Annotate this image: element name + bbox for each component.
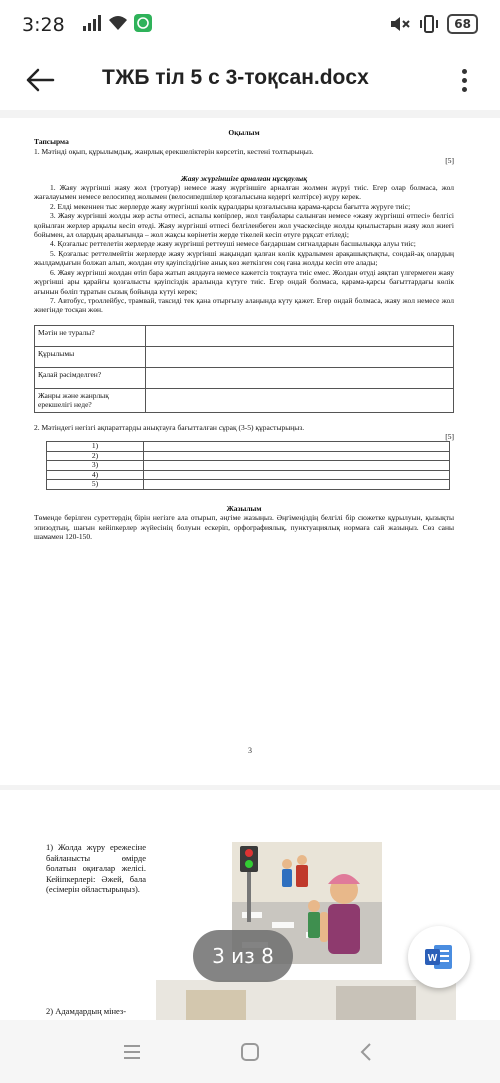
task-2-text: 2. Мәтіндегі негізгі ақпараттарды анықтауға бағытталған сұрақ (3-5) құрастырыңыз. [34, 422, 305, 432]
table-row [35, 346, 454, 367]
table-row [35, 325, 454, 346]
signal-bars-icon [82, 15, 102, 31]
status-right-icons [389, 14, 478, 34]
task-2-score: [5] [445, 431, 454, 441]
table-cell-empty [144, 461, 450, 471]
table-row [35, 388, 454, 412]
vibrate-icon [419, 15, 439, 33]
status-left-icons [82, 14, 152, 32]
table-cell-empty [144, 451, 450, 461]
paragraph: 5. Қозғалыс реттелмейтін жерлерде жаяу жүргінші жақындап қалған көлік құралымен арақашықтықты, сондай-ақ олардың жылдамдығын болжап алып, жолдан өту қауіпсіздігіне анық көз жеткізген соң ғана жолды кесіп өте алады; [34, 248, 454, 268]
status-bar [0, 0, 500, 50]
document-page-4 [0, 790, 500, 1020]
task-1-score: [5] [445, 156, 454, 166]
table-cell-empty [146, 388, 454, 412]
text-title: Жаяу жүргіншіге арналған нұсқаулық [180, 173, 308, 183]
table-row [47, 461, 450, 471]
nav-home-button[interactable] [238, 1040, 262, 1064]
table-cell-empty [146, 346, 454, 367]
table-cell-empty [144, 442, 450, 452]
nav-home-icon [240, 1042, 260, 1062]
nav-back-button[interactable] [354, 1040, 378, 1064]
table-cell-empty [146, 367, 454, 388]
second-illustration-partial [156, 980, 456, 1020]
table-row [35, 367, 454, 388]
word-app-icon [424, 943, 454, 971]
paragraph: 7. Автобус, троллейбус, трамвай, таксиді тек қана отырғызу алаңында күту қажет. Егер ондай болмаса, жаяу жол немесе жол жиегінде тосқан жөн. [34, 295, 454, 315]
question-number: 1) [47, 442, 144, 452]
back-arrow-icon [25, 68, 55, 92]
table-row [47, 470, 450, 480]
question-number: 2) [47, 451, 144, 461]
status-time: 3:28 [22, 14, 65, 36]
table-cell-label: Құрылымы [35, 346, 146, 367]
nav-menu-icon [122, 1043, 142, 1061]
paragraph: 1. Жаяу жүргінші жаяу жол (тротуар) немесе жаяу жүргіншіге арналған жолмен жүруі тиіс. Егер олар болмаса, жол жағалауымен немесе велосипед жолымен (велосипедшілер қозғалысына кедергі келтірсе) жүру керек. [34, 183, 454, 202]
picture-task-1-text: 1) Жолда жүру ережесіне байланысты өмірде болатын оқиғалар желісі. Кейіпкерлері: Әжей, бала (есімерін ойластырыңыз). [46, 842, 146, 894]
table-cell-label: Қалай рәсімделген? [35, 367, 146, 388]
table-row [47, 451, 450, 461]
writing-task-text: Төменде берілген суреттердің бірін негізге ала отырып, әңгіме жазыңыз. Әңгімеңіздің белгілі бір сюжетке құрылуын, қызықты эпизодтың, шағын кейіпкерлер жүйесінің болуын ескеріп, орфографиялық, пунктуациялық нормаға сай жазыңыз. Сөз саны шамамен 120-150. [34, 513, 454, 542]
picture-task-2-text: 2) Адамдардың мінез- [46, 1006, 127, 1016]
whatsapp-icon [134, 14, 152, 32]
paragraph: 6. Жаяу жүргінші жолдан өтіп бара жатып аялдауға немесе кажетсіз тоқтауға тиіс емес. Жолдан өтуді аяқтап үлгермеген жаяу жүргінші ары қарайғы қозғалысты қауіпсіздік аралында күтуге тиіс. Егер ондай болмаса, қарама-қарсы бағыттардағы көлік ағынын бөліп тұратын сызық бойында күтуі керек; [34, 267, 454, 296]
document-title: ТЖБ тіл 5 с 3-тоқсан.docx [102, 66, 369, 89]
more-options-button[interactable] [452, 64, 476, 96]
more-vertical-icon [462, 87, 467, 92]
battery-indicator: 68 [447, 14, 478, 34]
questions-table [46, 441, 450, 490]
paragraph: 4. Қозғалыс реттелетін жерлерде жаяу жүргінші реттеуші немесе бағдаршам сигналдарын басшылыққа алуы тиіс; [50, 239, 416, 249]
paragraph: 3. Жаяу жүргінші жолды жер асты өтпесі, аспалы көпірлер, жол таңбалары салынған немесе «жаяу жүргінші өтпесі» белгісі қойылған жерлер арқылы кесіп өтеді. Жаяу жүргінші өтпесі белгіленбеген жол учаскесінде жолды қиылыстарын жаяу жол жиегі бойымен, ал олардың аралығында – жол жақсы көрінетін жерде тікелей кесіп өтуге рұқсат етіледі; [34, 211, 454, 240]
section-title-writing: Жазылым [226, 503, 262, 513]
page-indicator: 3 из 8 [193, 930, 293, 982]
task-1-text: 1. Мәтінді оқып, құрылымдық, жанрлық ерекшеліктерін көрсетіп, кестені толтырыңыз. [34, 146, 314, 156]
table-cell-label: Мәтін не туралы? [35, 325, 146, 346]
back-button[interactable] [20, 63, 60, 97]
question-number: 5) [47, 480, 144, 490]
paragraph: 2. Елді мекеннен тыс жерлерде жаяу жүргінші көлік құралдары қозғалысына қарама-қарсы бағытта жүруге тиіс; [50, 201, 411, 211]
nav-back-icon [359, 1042, 373, 1062]
svg-text:W: W [427, 953, 438, 964]
table-row [47, 442, 450, 452]
table-row [47, 480, 450, 490]
table-cell-label: Жанры және жанрлық ерекшелігі неде? [35, 388, 146, 412]
nav-recent-apps-button[interactable] [120, 1040, 144, 1064]
document-page-3 [0, 118, 500, 785]
task-label: Тапсырма [34, 137, 69, 147]
open-in-word-button[interactable] [408, 926, 470, 988]
table-cell-empty [146, 325, 454, 346]
more-vertical-icon [462, 69, 467, 74]
question-number: 3) [47, 461, 144, 471]
analysis-table [34, 325, 454, 413]
section-title-reading: Оқылым [228, 128, 260, 137]
more-vertical-icon [462, 78, 467, 83]
app-bar [0, 50, 500, 110]
page-content [34, 128, 454, 541]
table-cell-empty [144, 470, 450, 480]
wifi-icon [108, 15, 128, 31]
page-number: 3 [248, 746, 252, 755]
table-cell-empty [144, 480, 450, 490]
question-number: 4) [47, 470, 144, 480]
system-nav-bar [0, 1020, 500, 1083]
mute-icon [389, 15, 411, 33]
